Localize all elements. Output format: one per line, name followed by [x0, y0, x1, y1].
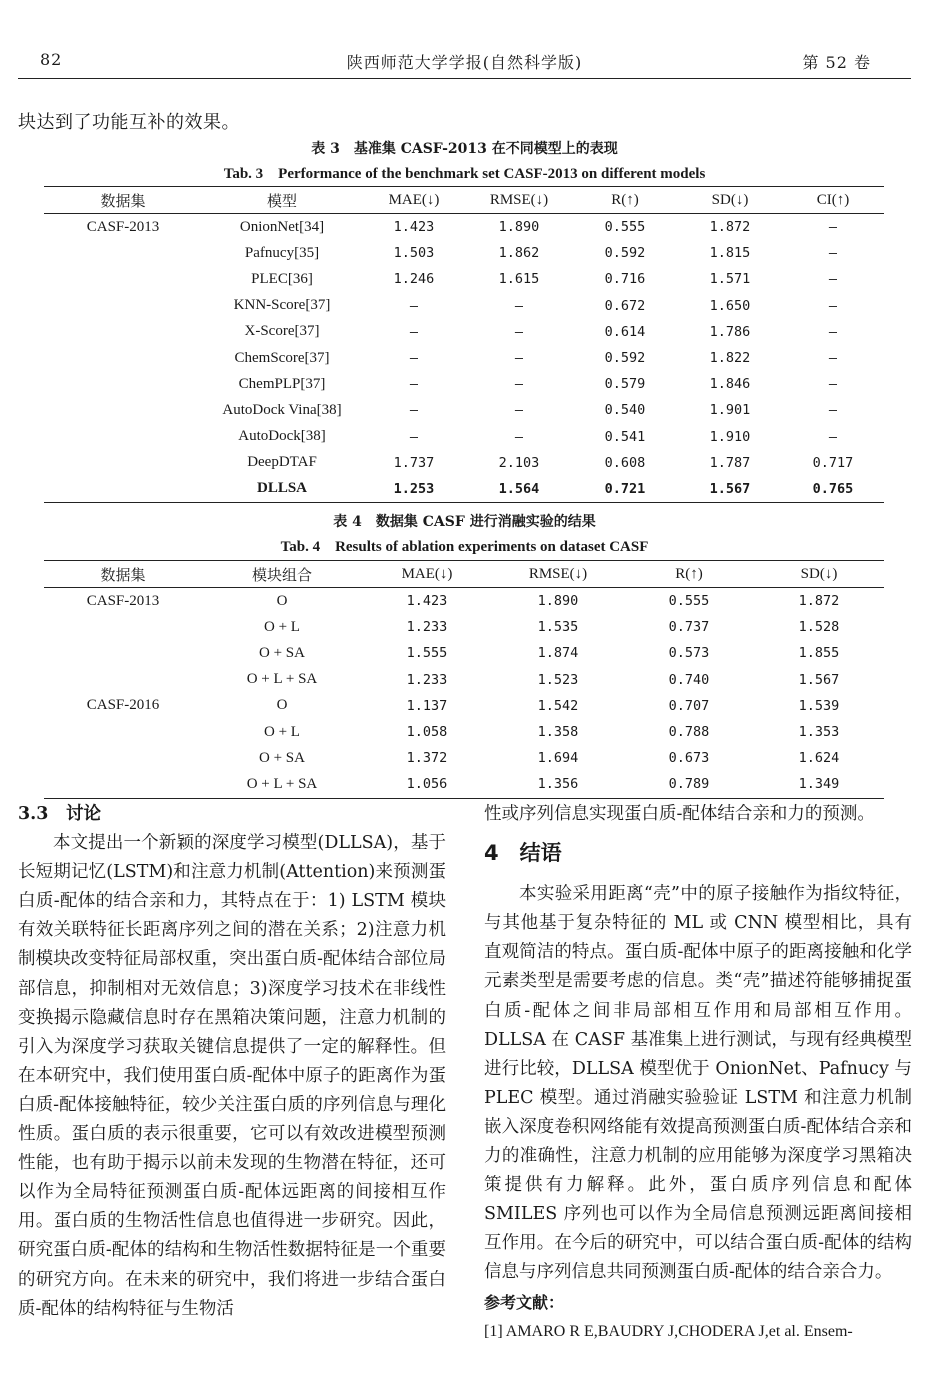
table3-cell — [44, 476, 202, 503]
table4-cell: 1.535 — [537, 619, 579, 636]
table3-cell: Pafnucy[35] — [244, 244, 320, 261]
table4-cell: 1.528 — [798, 619, 840, 636]
table3-cell: 0.541 — [604, 428, 646, 445]
references-heading: 参考文献： — [484, 1292, 565, 1312]
table4-row — [44, 614, 884, 640]
table4-cell: 0.737 — [668, 619, 710, 636]
table4-cell: 1.872 — [798, 593, 840, 610]
page-number: 82 — [40, 50, 63, 69]
table3-cell: 0.592 — [604, 245, 646, 262]
table3-cell: — — [409, 376, 419, 393]
table4-cell: 1.874 — [537, 645, 579, 662]
table3-cell: — — [409, 323, 419, 340]
table4-cell: 0.673 — [668, 750, 710, 767]
table3-cell: 0.765 — [812, 480, 854, 497]
table3-cell: — — [828, 245, 838, 262]
table4-header-cell: 数据集 — [100, 567, 146, 584]
table3-cell: 0.540 — [604, 402, 646, 419]
table3-row — [44, 214, 884, 241]
table3-cell: DLLSA — [256, 480, 308, 497]
section-3-3-heading: 3.3 讨论 — [18, 804, 101, 824]
table4-cell: 1.233 — [406, 671, 448, 688]
left-column — [18, 800, 446, 1324]
table3-cell: 0.555 — [604, 219, 646, 236]
discussion-continuation: 性或序列信息实现蛋白质-配体结合亲和力的预测。 — [484, 804, 875, 824]
table4-cell: CASF-2016 — [86, 697, 160, 714]
table3-header-cell: RMSE(↓) — [489, 191, 549, 208]
table4-header-cell: RMSE(↓) — [528, 565, 588, 582]
table4-cell: 0.707 — [668, 697, 710, 714]
table3-cell: — — [828, 271, 838, 288]
table4-cell — [44, 745, 202, 771]
table3-header-row — [44, 187, 884, 214]
table3-row — [44, 266, 884, 292]
table3-cell: PLEC[36] — [251, 270, 313, 287]
table3-cell: — — [828, 428, 838, 445]
table3-cell: — — [514, 402, 524, 419]
table3-cell: 1.910 — [709, 428, 751, 445]
table4-row — [44, 771, 884, 798]
table4-cell: O + L — [264, 618, 300, 635]
table3-cell: — — [409, 402, 419, 419]
table3-cell: — — [828, 323, 838, 340]
table3-cell: KNN-Score[37] — [233, 297, 331, 314]
page-header — [18, 48, 911, 79]
table4-cell: O + SA — [259, 749, 305, 766]
table3-caption-cn: 表 3 基准集 CASF-2013 在不同模型上的表现 — [311, 141, 618, 157]
table3-cell: X-Score[37] — [244, 323, 320, 340]
table3-cell — [44, 371, 202, 397]
table4-cell: 1.058 — [406, 724, 448, 741]
table3-cell: AutoDock Vina[38] — [222, 401, 342, 418]
table3-cell: — — [828, 376, 838, 393]
table3-cell: 1.650 — [709, 297, 751, 314]
table4-cell: 0.788 — [668, 724, 710, 741]
table3-cell — [44, 319, 202, 345]
table4-cell: 1.694 — [537, 750, 579, 767]
table3-cell — [44, 424, 202, 450]
table3-row — [44, 476, 884, 503]
table3-row — [44, 345, 884, 371]
right-column — [484, 800, 912, 1346]
table3-row — [44, 293, 884, 319]
table3-cell: — — [828, 402, 838, 419]
table3-cell: 1.503 — [393, 245, 435, 262]
table3-row — [44, 319, 884, 345]
table3-cell: — — [828, 350, 838, 367]
table3-cell: 1.890 — [498, 219, 540, 236]
table3-row — [44, 240, 884, 266]
table4-row — [44, 640, 884, 666]
table4-cell: 1.890 — [537, 593, 579, 610]
table4-cell: 1.539 — [798, 697, 840, 714]
table3-cell — [44, 345, 202, 371]
table4-cell: 1.358 — [537, 724, 579, 741]
table3-cell: 0.716 — [604, 271, 646, 288]
table4-cell — [44, 719, 202, 745]
table4-cell: O — [276, 697, 288, 714]
table3-cell: 0.614 — [604, 323, 646, 340]
table3-cell: 1.737 — [393, 454, 435, 471]
table3-cell: — — [514, 428, 524, 445]
table3-cell: 1.567 — [709, 480, 751, 497]
table4-cell: 0.555 — [668, 593, 710, 610]
table4-cell: 1.423 — [406, 593, 448, 610]
table3-header-cell: 数据集 — [100, 193, 146, 210]
table4-row — [44, 667, 884, 693]
table4-cell: 1.855 — [798, 645, 840, 662]
table3-cell: 0.592 — [604, 350, 646, 367]
table4-cell: 1.349 — [798, 776, 840, 793]
table3-cell: 1.615 — [498, 271, 540, 288]
table4-caption-cn: 表 4 数据集 CASF 进行消融实验的结果 — [333, 514, 596, 530]
table4-cell: O + L + SA — [246, 775, 318, 792]
table3-cell: 1.901 — [709, 402, 751, 419]
journal-title: 陕西师范大学学报(自然科学版) — [346, 53, 583, 72]
table3-cell: AutoDock[38] — [238, 428, 326, 445]
table3-header-cell: R(↑) — [611, 191, 639, 208]
table4 — [44, 560, 884, 799]
table3-cell: 1.246 — [393, 271, 435, 288]
table3-cell — [44, 397, 202, 423]
table3-cell: — — [514, 297, 524, 314]
table3-cell: 1.786 — [709, 323, 751, 340]
table3-cell: CASF-2013 — [86, 218, 160, 235]
table4-cell — [44, 667, 202, 693]
table3-cell: 0.672 — [604, 297, 646, 314]
table4-caption-en: Tab. 4 Results of ablation experiments on dataset CASF — [280, 539, 649, 555]
table3-cell: — — [514, 323, 524, 340]
table3-cell: 0.721 — [604, 480, 646, 497]
table3-cell: — — [828, 297, 838, 314]
table3-cell: 1.423 — [393, 219, 435, 236]
table3-cell: 1.787 — [709, 454, 751, 471]
table4-cell: 0.740 — [668, 671, 710, 688]
table3-header-cell: 模型 — [266, 193, 297, 210]
table4-cell: 0.573 — [668, 645, 710, 662]
table4-cell: 1.137 — [406, 697, 448, 714]
table3-cell: — — [828, 219, 838, 236]
table4-row — [44, 745, 884, 771]
table4-cell: 1.356 — [537, 776, 579, 793]
table4-header-cell: SD(↓) — [800, 565, 838, 582]
table3-cell: 1.822 — [709, 350, 751, 367]
table3-header-cell: SD(↓) — [711, 191, 749, 208]
table4-cell: O + SA — [259, 644, 305, 661]
table3-cell: 2.103 — [498, 454, 540, 471]
table3-cell: 1.253 — [393, 480, 435, 497]
table4-cell: 1.624 — [798, 750, 840, 767]
table3-cell: OnionNet[34] — [239, 218, 325, 235]
table4-cell — [44, 640, 202, 666]
table4-cell: O + L — [264, 723, 300, 740]
table4-cell: 1.542 — [537, 697, 579, 714]
table3-cell: 1.815 — [709, 245, 751, 262]
table4-cell: 1.555 — [406, 645, 448, 662]
table3-cell: ChemPLP[37] — [238, 375, 326, 392]
table3-cell: 0.717 — [812, 454, 854, 471]
table3-cell: ChemScore[37] — [234, 349, 330, 366]
table3-cell — [44, 450, 202, 476]
conclusion-paragraph: 本实验采用距离“壳”中的原子接触作为指纹特征，与其他基于复杂特征的 ML 或 CNN 模型相比，具有直观简洁的特点。蛋白质-配体中原子的距离接触和化学元素类型是需要考虑的信息。类“壳”描述符能够捕捉蛋白质-配体之间非局部相互作用和局部相互作用。DLLSA 在 CASF 基准集上进行测试，与现有经典模型进行比较，DLLSA 模型优于 OnionNet、Pafnucy 与 PLEC 模型。通过消融实验验证 LSTM 和注意力机制嵌入深度卷积网络能有效提高预测蛋白质-配体结合亲和力的准确性，注意力机制的应用能够为深度学习黑箱决策提供有力解释。此外，蛋白质序列信息和配体 SMILES 序列也可以作为全局信息预测远距离间接相互作用。在今后的研究中，可以结合蛋白质-配体的结构信息与序列信息共同预测蛋白质-配体的结合亲合力。 — [484, 884, 912, 1283]
table3-row — [44, 371, 884, 397]
table4-cell: 1.567 — [798, 671, 840, 688]
table3-cell: — — [514, 350, 524, 367]
table3-row — [44, 424, 884, 450]
table4-cell — [44, 614, 202, 640]
table4-header-cell: MAE(↓) — [401, 565, 453, 582]
table4-cell — [44, 771, 202, 798]
lead-text: 块达到了功能互补的效果。 — [18, 112, 240, 133]
discussion-paragraph: 本文提出一个新颖的深度学习模型(DLLSA)，基于长短期记忆(LSTM)和注意力机制(Attention)来预测蛋白质-配体的结合亲和力，其特点在于：1) LSTM 模块有效关联特征长距离序列之间的潜在关系；2)注意力机制模块改变特征局部权重，突出蛋白质-配体结合部位局部信息，抑制相对无效信息；3)深度学习技术在非线性变换揭示隐藏信息时存在黑箱决策问题，注意力机制的引入为深度学习获取关键信息提供了一定的解释性。但在本研究中，我们使用蛋白质-配体中原子的距离作为蛋白质-配体接触特征，较少关注蛋白质的序列信息与理化性质。蛋白质的表示很重要，它可以有效改进模型预测性能，也有助于揭示以前未发现的生物潜在特征，还可以作为全局特征预测蛋白质-配体远距离的间接相互作用。蛋白质的生物活性信息也值得进一步研究。因此，研究蛋白质-配体的结构和生物活性数据特征是一个重要的研究方向。在未来的研究中，我们将进一步结合蛋白质-配体的结构特征与生物活 — [18, 833, 446, 1319]
table3-cell: DeepDTAF — [247, 454, 317, 471]
table3-cell: — — [409, 297, 419, 314]
table4-cell: 1.372 — [406, 750, 448, 767]
table4-cell: O + L + SA — [246, 671, 318, 688]
table3-header-cell: CI(↑) — [816, 191, 850, 208]
reference-1: [1] AMARO R E,BAUDRY J,CHODERA J,et al. Ensem- — [484, 1322, 853, 1340]
table4-cell: CASF-2013 — [86, 592, 160, 609]
table3-row — [44, 397, 884, 423]
table4-row — [44, 588, 884, 615]
table3-cell — [44, 293, 202, 319]
table3-cell — [44, 266, 202, 292]
table4-header-cell: R(↑) — [675, 565, 703, 582]
table3-cell: 1.846 — [709, 376, 751, 393]
table3-cell: 1.564 — [498, 480, 540, 497]
table3-cell: 0.579 — [604, 376, 646, 393]
table3-row — [44, 450, 884, 476]
table3-cell: — — [409, 428, 419, 445]
table3-cell: 0.608 — [604, 454, 646, 471]
table4-row — [44, 719, 884, 745]
table3-cell: 1.862 — [498, 245, 540, 262]
table4-cell: 0.789 — [668, 776, 710, 793]
table3-cell: — — [514, 376, 524, 393]
table4-row — [44, 693, 884, 719]
table4-header-cell: 模块组合 — [251, 567, 312, 584]
table3-caption-en: Tab. 3 Performance of the benchmark set CASF-2013 on different models — [223, 166, 706, 182]
table3-header-cell: MAE(↓) — [388, 191, 440, 208]
volume-label: 第 52 卷 — [802, 53, 871, 72]
table3-cell: 1.571 — [709, 271, 751, 288]
table3-cell: 1.872 — [709, 219, 751, 236]
table4-cell: 1.353 — [798, 724, 840, 741]
table3-cell — [44, 240, 202, 266]
table3-cell: — — [409, 350, 419, 367]
table4-cell: 1.233 — [406, 619, 448, 636]
table4-header-row — [44, 561, 884, 588]
table3 — [44, 186, 884, 503]
section-4-heading: 4 结语 — [484, 841, 562, 866]
table4-cell: O — [276, 592, 288, 609]
table4-cell: 1.056 — [406, 776, 448, 793]
table4-cell: 1.523 — [537, 671, 579, 688]
